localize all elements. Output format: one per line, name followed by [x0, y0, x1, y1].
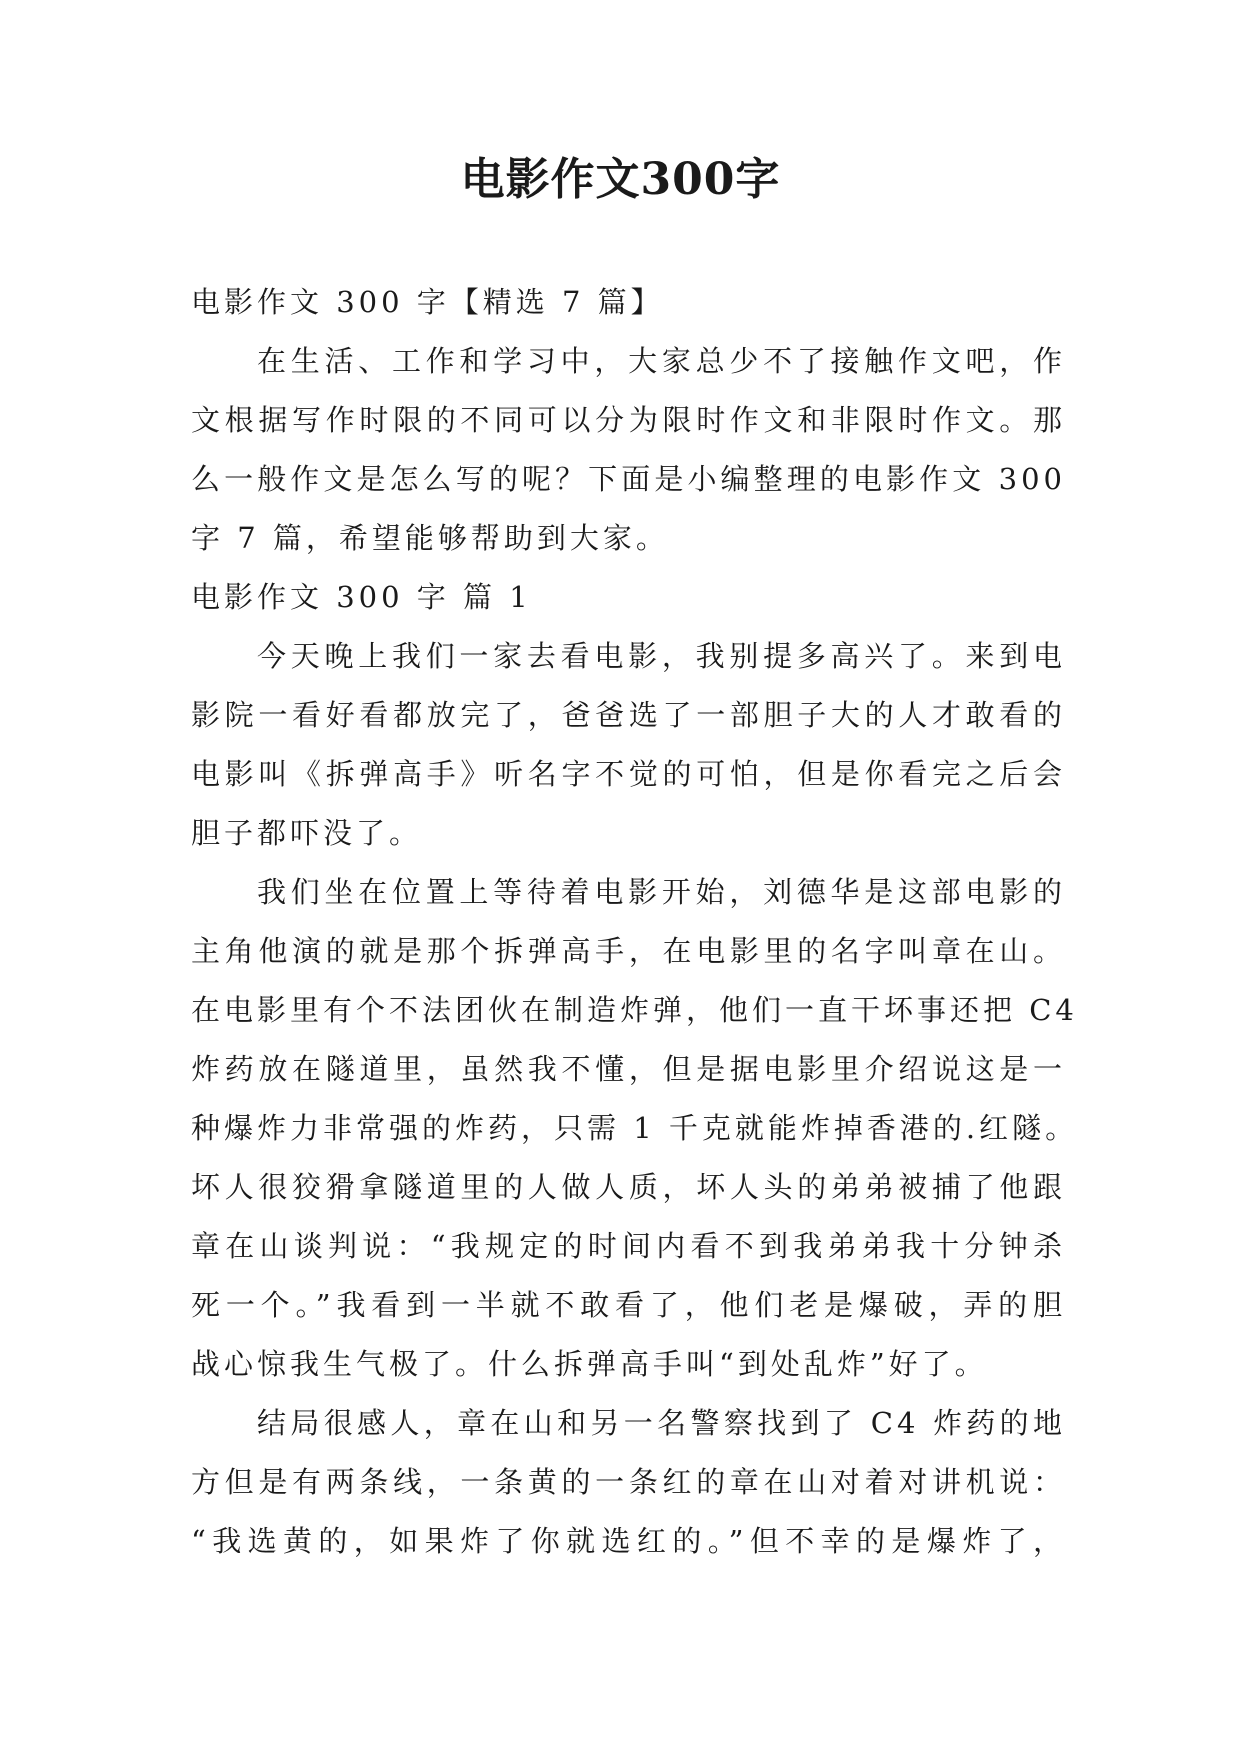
paragraph-line: “我选黄的，如果炸了你就选红的。”但不幸的是爆炸了， [191, 1524, 1066, 1558]
paragraph-line: 在生活、工作和学习中，大家总少不了接触作文吧，作 [257, 344, 1066, 378]
paragraph-line: 章在山谈判说：“我规定的时间内看不到我弟弟我十分钟杀 [191, 1229, 1066, 1263]
paragraph-line: 电影叫《拆弹高手》听名字不觉的可怕，但是你看完之后会 [191, 757, 1066, 791]
paragraph-line: 胆子都吓没了。 [191, 816, 423, 850]
paragraph-line: 字 7 篇，希望能够帮助到大家。 [191, 521, 669, 555]
paragraph-line: 战心惊我生气极了。什么拆弹高手叫“到处乱炸”好了。 [191, 1347, 988, 1381]
paragraph-line: 死一个。”我看到一半就不敢看了，他们老是爆破，弄的胆 [191, 1288, 1066, 1322]
paragraph-line: 今天晚上我们一家去看电影，我别提多高兴了。来到电 [257, 639, 1066, 673]
paragraph-line: 方但是有两条线，一条黄的一条红的章在山对着对讲机说： [191, 1465, 1066, 1499]
paragraph-line: 影院一看好看都放完了，爸爸选了一部胆子大的人才敢看的 [191, 698, 1066, 732]
paragraph-line: 坏人很狡猾拿隧道里的人做人质，坏人头的弟弟被捕了他跟 [191, 1170, 1066, 1204]
paragraph-line: 种爆炸力非常强的炸药，只需 1 千克就能炸掉香港的.红隧。 [191, 1111, 1079, 1145]
paragraph-line: 结局很感人，章在山和另一名警察找到了 C4 炸药的地 [257, 1406, 1066, 1440]
paragraph-line: 炸药放在隧道里，虽然我不懂，但是据电影里介绍说这是一 [191, 1052, 1066, 1086]
paragraph-line: 在电影里有个不法团伙在制造炸弹，他们一直干坏事还把 C4 [191, 993, 1078, 1027]
section-heading: 电影作文 300 字【精选 7 篇】 [191, 285, 664, 319]
document-body [191, 285, 1079, 1583]
document-title: 电影作文300字 [460, 154, 781, 205]
paragraph-line: 么一般作文是怎么写的呢？下面是小编整理的电影作文 300 [191, 462, 1066, 496]
paragraph-line: 文根据写作时限的不同可以分为限时作文和非限时作文。那 [191, 403, 1066, 437]
paragraph-line: 主角他演的就是那个拆弹高手，在电影里的名字叫章在山。 [191, 934, 1066, 968]
paragraph-line: 我们坐在位置上等待着电影开始，刘德华是这部电影的 [257, 875, 1066, 909]
section-heading: 电影作文 300 字 篇 1 [191, 580, 532, 614]
